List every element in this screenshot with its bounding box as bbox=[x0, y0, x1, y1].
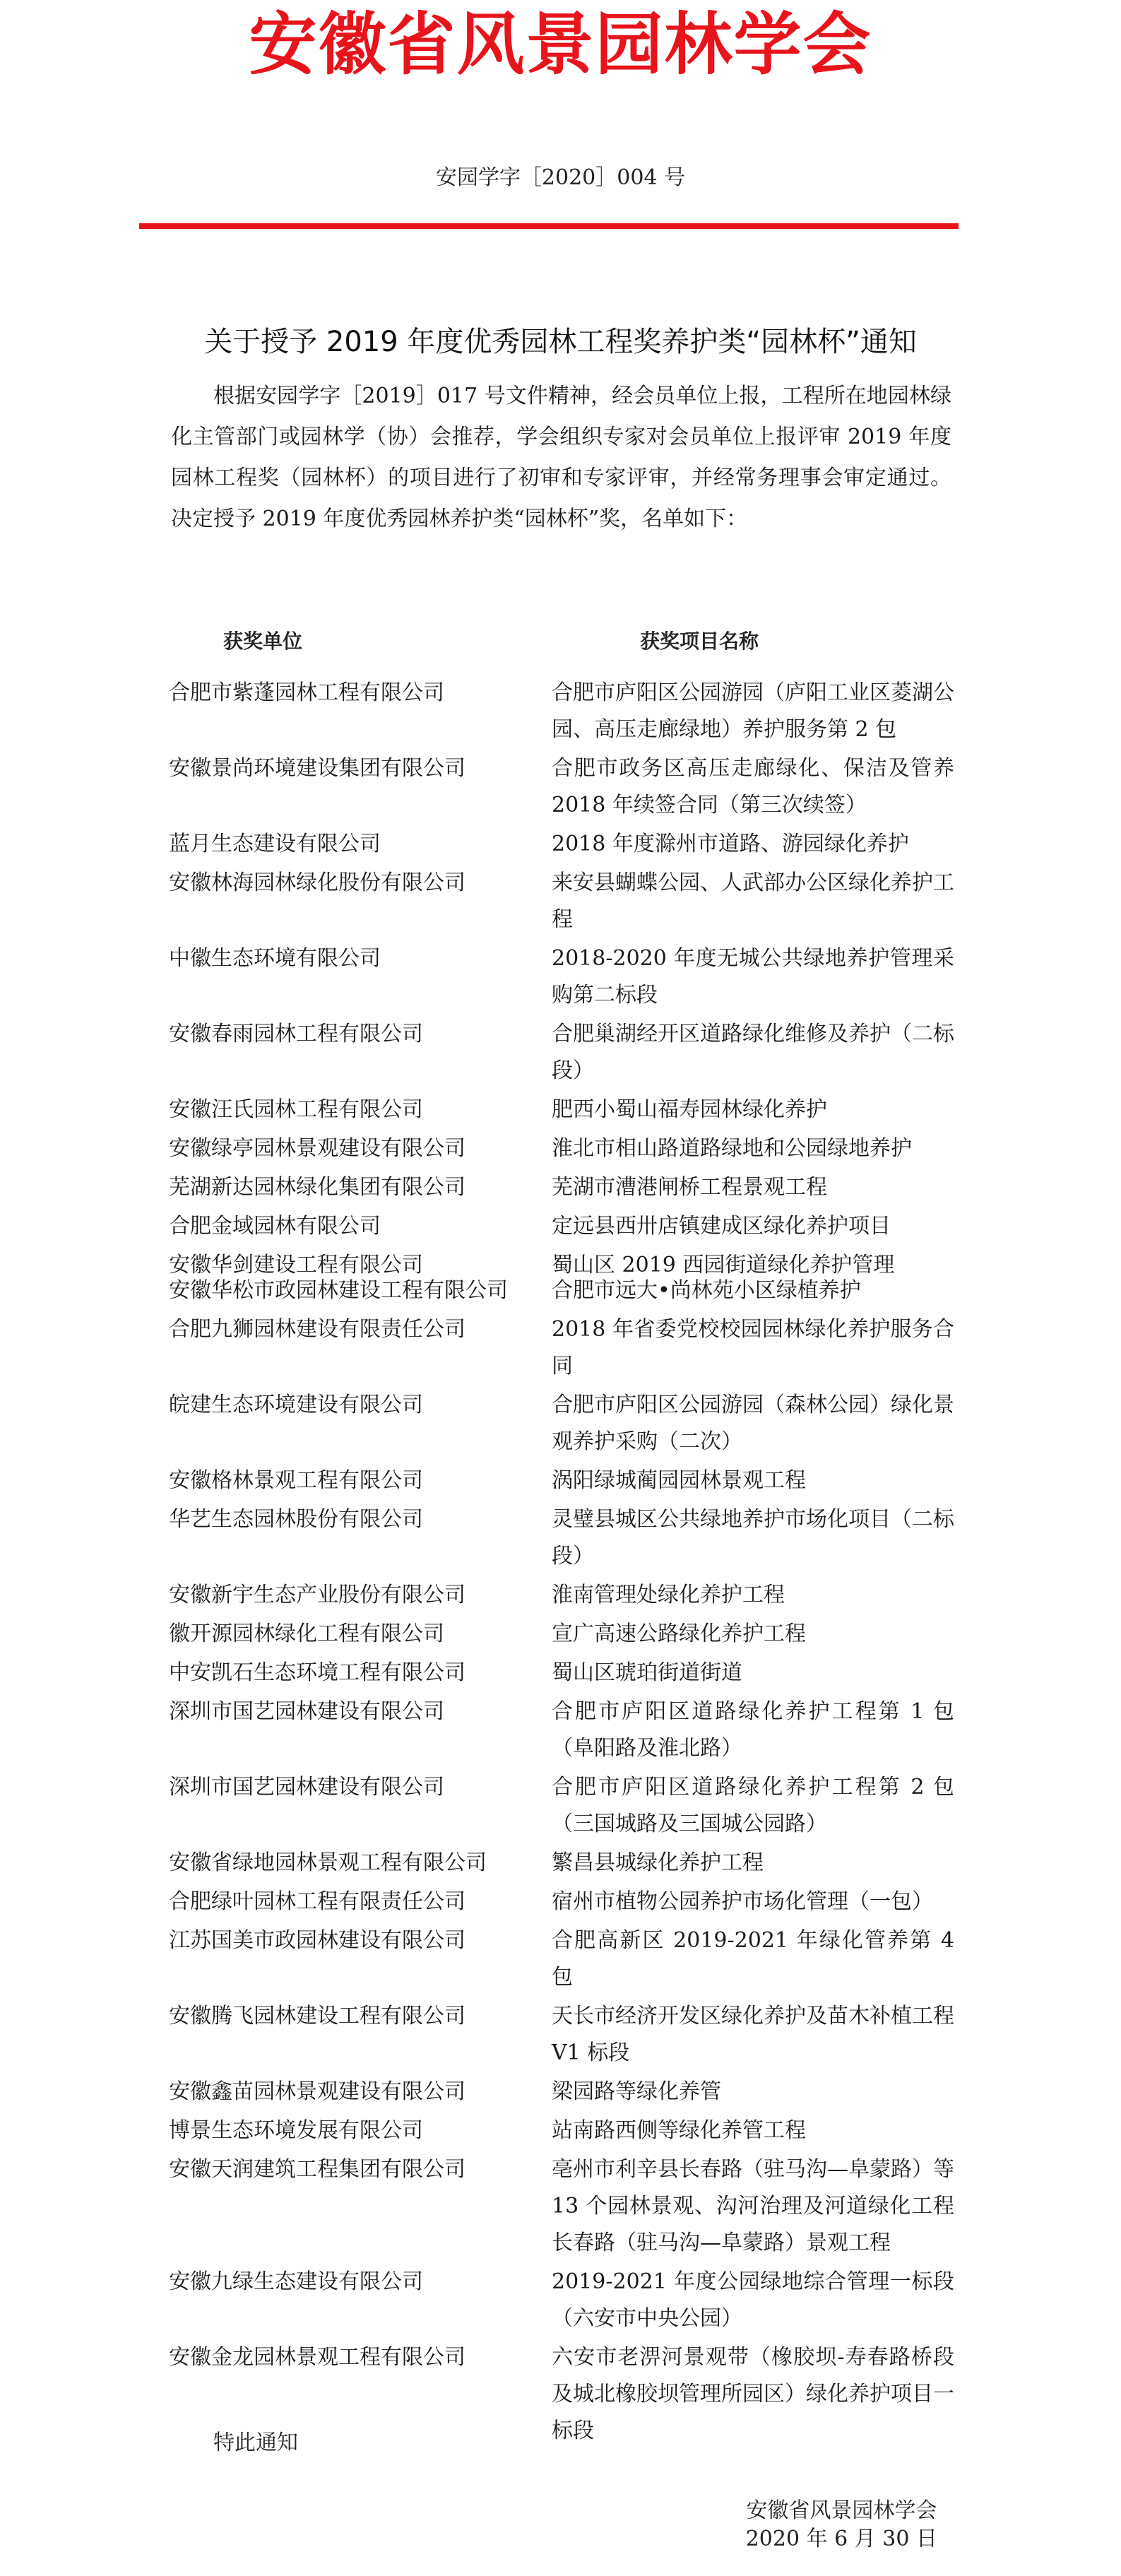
award-project: 2018 年度滁州市道路、游园绿化养护 bbox=[552, 832, 909, 856]
award-project: 合肥市庐阳区道路绿化养护工程第 1 包（阜阳路及淮北路） bbox=[552, 1699, 954, 1761]
award-project: 合肥市政务区高压走廊绿化、保洁及管养 2018 年续签合同（第三次续签） bbox=[552, 756, 954, 817]
signature-organization: 安徽省风景园林学会 bbox=[746, 2498, 937, 2523]
award-unit: 安徽景尚环境建设集团有限公司 bbox=[169, 756, 465, 781]
award-unit: 安徽春雨园林工程有限公司 bbox=[169, 1022, 423, 1046]
signature-date: 2020 年 6 月 30 日 bbox=[745, 2527, 937, 2551]
award-unit: 安徽华松市政园林建设工程有限公司 bbox=[169, 1278, 508, 1303]
award-row bbox=[169, 1501, 956, 1575]
award-row bbox=[169, 826, 956, 863]
award-project: 2018 年省委党校校园园林绿化养护服务合同 bbox=[552, 1317, 954, 1378]
award-row bbox=[169, 1272, 956, 1309]
award-unit: 安徽鑫苗园林景观建设有限公司 bbox=[169, 2079, 465, 2104]
notice-title: 关于授予 2019 年度优秀园林工程奖养护类“园林杯”通知 bbox=[204, 326, 917, 358]
award-unit: 安徽格林景观工程有限公司 bbox=[169, 1468, 423, 1493]
award-project: 合肥市庐阳区道路绿化养护工程第 2 包（三国城路及三国城公园路） bbox=[552, 1775, 954, 1836]
closing-text: 特此通知 bbox=[213, 2430, 298, 2455]
organization-title: 安徽省风景园林学会 bbox=[249, 5, 872, 84]
award-unit: 芜湖新达园林绿化集团有限公司 bbox=[169, 1175, 465, 1200]
award-unit: 徽开源园林绿化工程有限公司 bbox=[169, 1621, 444, 1646]
award-project: 涡阳绿城蔺园园林景观工程 bbox=[552, 1468, 806, 1493]
award-project: 肥西小蜀山福寿园林绿化养护 bbox=[552, 1097, 827, 1122]
award-project: 淮南管理处绿化养护工程 bbox=[552, 1583, 785, 1607]
award-row bbox=[169, 1016, 956, 1089]
award-row bbox=[169, 1616, 956, 1653]
award-list bbox=[169, 675, 956, 2452]
award-row bbox=[169, 1655, 956, 1691]
award-row bbox=[169, 1998, 956, 2072]
award-project: 六安市老淠河景观带（橡胶坝-寿春路桥段及城北橡胶坝管理所园区）绿化养护项目一标段 bbox=[552, 2345, 954, 2443]
award-row bbox=[169, 750, 956, 824]
award-row bbox=[169, 1092, 956, 1128]
award-project: 站南路西侧等绿化养管工程 bbox=[552, 2118, 806, 2143]
column-header-project: 获奖项目名称 bbox=[640, 630, 759, 653]
award-unit: 安徽金龙园林景观工程有限公司 bbox=[169, 2345, 465, 2370]
award-unit: 安徽华剑建设工程有限公司 bbox=[169, 1253, 423, 1277]
document-number: 安园学字［2020］004 号 bbox=[435, 165, 686, 190]
column-header-unit: 获奖单位 bbox=[223, 630, 303, 653]
award-unit: 皖建生态环境建设有限公司 bbox=[169, 1393, 423, 1417]
award-unit: 安徽汪氏园林工程有限公司 bbox=[169, 1097, 423, 1122]
award-unit: 江苏国美市政园林建设有限公司 bbox=[169, 1928, 465, 1953]
award-project: 宿州市植物公园养护市场化管理（一包） bbox=[552, 1889, 933, 1914]
award-project: 2019-2021 年度公园绿地综合管理一标段（六安市中央公园） bbox=[552, 2269, 954, 2331]
award-unit: 安徽天润建筑工程集团有限公司 bbox=[169, 2157, 465, 2182]
award-project: 蜀山区 2019 西园街道绿化养护管理 bbox=[552, 1253, 895, 1277]
award-unit: 安徽林海园林绿化股份有限公司 bbox=[169, 870, 465, 895]
award-row bbox=[169, 2074, 956, 2110]
award-project: 繁昌县城绿化养护工程 bbox=[552, 1850, 764, 1875]
award-row bbox=[169, 1884, 956, 1920]
award-unit: 安徽九绿生态建设有限公司 bbox=[169, 2269, 423, 2294]
award-unit: 深圳市国艺园林建设有限公司 bbox=[169, 1699, 444, 1724]
award-project: 宣广高速公路绿化养护工程 bbox=[552, 1621, 806, 1646]
signature-block bbox=[746, 2497, 937, 2553]
award-unit: 合肥金域园林有限公司 bbox=[169, 1214, 381, 1239]
award-unit: 中徽生态环境有限公司 bbox=[169, 946, 381, 971]
award-unit: 华艺生态园林股份有限公司 bbox=[169, 1507, 423, 1532]
award-unit: 博景生态环境发展有限公司 bbox=[169, 2118, 423, 2143]
award-row bbox=[169, 1922, 956, 1996]
award-unit: 安徽新宇生态产业股份有限公司 bbox=[169, 1583, 465, 1607]
award-row bbox=[169, 1208, 956, 1245]
award-unit: 安徽腾飞园林建设工程有限公司 bbox=[169, 2004, 465, 2028]
award-project: 合肥市庐阳区公园游园（森林公园）绿化景观养护采购（二次） bbox=[552, 1393, 954, 1454]
award-project: 合肥市远大•尚林苑小区绿植养护 bbox=[552, 1278, 861, 1303]
award-project: 芜湖市漕港闸桥工程景观工程 bbox=[552, 1175, 827, 1200]
award-project: 梁园路等绿化养管 bbox=[552, 2079, 721, 2104]
award-row bbox=[169, 1769, 956, 1843]
award-row bbox=[169, 1577, 956, 1614]
award-project: 蜀山区琥珀街道街道 bbox=[552, 1660, 742, 1685]
award-unit: 蓝月生态建设有限公司 bbox=[169, 832, 381, 856]
award-unit: 中安凯石生态环境工程有限公司 bbox=[169, 1660, 465, 1685]
award-project: 定远县西卅店镇建成区绿化养护项目 bbox=[552, 1214, 891, 1239]
award-row bbox=[169, 940, 956, 1014]
award-row bbox=[169, 1463, 956, 1499]
award-row bbox=[169, 865, 956, 938]
award-project: 合肥高新区 2019-2021 年绿化管养第 4 包 bbox=[552, 1928, 954, 1990]
award-project: 亳州市利辛县长春路（驻马沟—阜蒙路）等 13 个园林景观、沟河治理及河道绿化工程长春路（驻马沟—阜蒙路）景观工程 bbox=[552, 2157, 954, 2255]
red-divider-line bbox=[139, 223, 959, 229]
award-project: 合肥巢湖经开区道路绿化维修及养护（二标段） bbox=[552, 1022, 954, 1083]
award-row bbox=[169, 1845, 956, 1881]
award-row bbox=[169, 2151, 956, 2262]
award-unit: 合肥市紫蓬园林工程有限公司 bbox=[169, 680, 444, 705]
award-row bbox=[169, 1169, 956, 1206]
award-row bbox=[169, 1694, 956, 1767]
award-project: 合肥市庐阳区公园游园（庐阳工业区菱湖公园、高压走廊绿地）养护服务第 2 包 bbox=[552, 680, 954, 742]
award-unit: 深圳市国艺园林建设有限公司 bbox=[169, 1775, 444, 1800]
award-row bbox=[169, 2113, 956, 2149]
award-row bbox=[169, 675, 956, 748]
award-row bbox=[169, 2264, 956, 2337]
award-project: 来安县蝴蝶公园、人武部办公区绿化养护工程 bbox=[552, 870, 954, 932]
award-project: 灵璧县城区公共绿地养护市场化项目（二标段） bbox=[552, 1507, 954, 1568]
award-row bbox=[169, 1130, 956, 1167]
award-project: 2018-2020 年度无城公共绿地养护管理采购第二标段 bbox=[552, 946, 954, 1008]
award-unit: 合肥九狮园林建设有限责任公司 bbox=[169, 1317, 465, 1342]
award-unit: 合肥绿叶园林工程有限责任公司 bbox=[169, 1889, 465, 1914]
award-unit: 安徽省绿地园林景观工程有限公司 bbox=[169, 1850, 487, 1875]
award-row bbox=[169, 1311, 956, 1385]
award-row bbox=[169, 1387, 956, 1460]
award-project: 天长市经济开发区绿化养护及苗木补植工程 V1 标段 bbox=[552, 2004, 954, 2065]
notice-body-paragraph: 根据安园学字［2019］017 号文件精神，经会员单位上报，工程所在地园林绿化主管部门或园林学（协）会推荐，学会组织专家对会员单位上报评审 2019 年度园林工程奖（园林杯）的项目进行了初审和专家评审，并经常务理事会审定通过。决定授予 2019 年度优秀园林养护类“园林杯”奖，名单如下： bbox=[171, 384, 951, 531]
award-unit: 安徽绿亭园林景观建设有限公司 bbox=[169, 1136, 465, 1161]
award-project: 淮北市相山路道路绿地和公园绿地养护 bbox=[552, 1136, 912, 1161]
